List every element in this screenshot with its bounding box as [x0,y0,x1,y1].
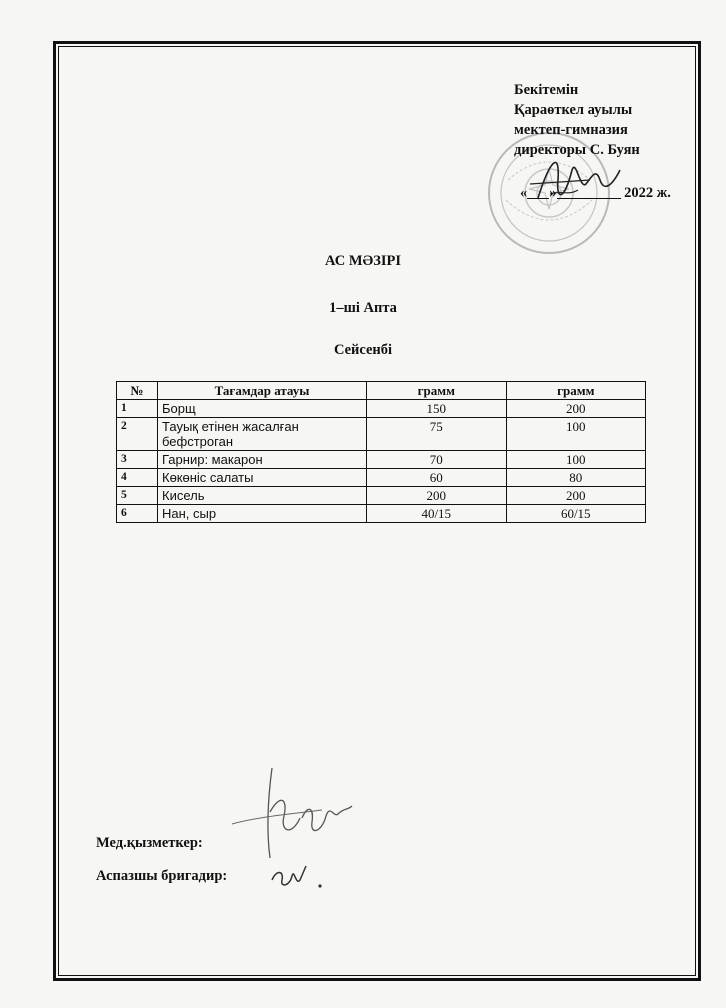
row-number: 5 [117,487,158,505]
header-number: № [117,382,158,400]
table-row [117,469,646,487]
date-open-quote: « [520,185,528,201]
table-row [117,400,646,418]
row-number: 3 [117,451,158,469]
header-dish-name: Тағамдар атауы [158,382,367,400]
date-day-blank [527,184,549,199]
dish-name: Борщ [158,400,367,418]
gram-value-2: 80 [506,469,646,487]
menu-table [116,381,646,523]
dish-name: Гарнир: макарон [158,451,367,469]
chef-signature [262,856,342,896]
approval-block [514,80,694,160]
row-number: 1 [117,400,158,418]
date-close-quote: » [549,185,557,201]
chef-label: Аспазшы бригадир: [96,868,228,884]
approval-line-2: Қараөткел ауылы [514,102,633,118]
table-header-row [117,382,646,400]
approval-line-1: Бекітемін [514,82,579,98]
menu-title: АС МӘЗІРІ [324,253,402,269]
dish-name: Кисель [158,487,367,505]
gram-value-2: 100 [506,451,646,469]
gram-value-1: 75 [367,418,507,451]
medical-worker-label: Мед.қызметкер: [96,835,203,851]
row-number: 6 [117,505,158,523]
gram-value-1: 40/15 [367,505,507,523]
gram-value-2: 200 [506,487,646,505]
date-month-blank [557,184,621,199]
row-number: 2 [117,418,158,451]
header-gram-1: грамм [367,382,507,400]
week-label: 1–ші Апта [329,300,397,316]
date-year: 2022 ж. [624,185,671,201]
table-row [117,418,646,451]
gram-value-2: 100 [506,418,646,451]
approval-line-4: директоры С. Буян [514,142,640,158]
approval-date [520,184,671,202]
table-row [117,505,646,523]
gram-value-2: 200 [506,400,646,418]
gram-value-2: 60/15 [506,505,646,523]
gram-value-1: 60 [367,469,507,487]
gram-value-1: 70 [367,451,507,469]
gram-value-1: 150 [367,400,507,418]
dish-name: Көкөніс салаты [158,469,367,487]
header-gram-2: грамм [506,382,646,400]
medical-worker-signature [222,758,372,868]
row-number: 4 [117,469,158,487]
approval-line-3: мектеп-гимназия [514,122,628,138]
day-label: Сейсенбі [333,342,393,358]
gram-value-1: 200 [367,487,507,505]
dish-name: Тауық етінен жасалған бефстроган [158,418,367,451]
dish-name: Нан, сыр [158,505,367,523]
table-row [117,451,646,469]
table-row [117,487,646,505]
